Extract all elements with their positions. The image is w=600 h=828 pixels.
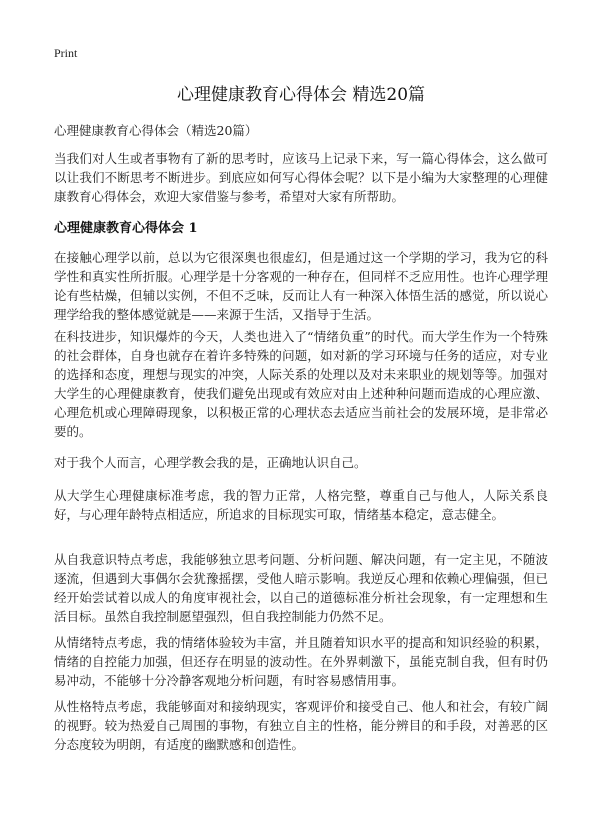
print-link[interactable]: Print [54,46,78,60]
body-paragraph: 从性格特点考虑，我能够面对和接纳现实，客观评价和接受自己、他人和社会，有较广阔的视野。较为热爱自己周围的事物，有独立自主的性格，能分辨目的和手段，对善恶的区分态度较为明朗，有适度的幽默感和创造性。 [54,699,548,752]
body-paragraph: 从大学生心理健康标准考虑，我的智力正常，人格完整，尊重自己与他人，人际关系良好，与心理年龄特点相适应，所追求的目标现实可取，情绪基本稳定，意志健全。 [54,488,548,522]
body-paragraph: 对于我个人而言，心理学教会我的是，正确地认识自己。 [54,455,367,470]
intro-paragraph: 当我们对人生或者事物有了新的思考时，应该马上记录下来，写一篇心得体会，这么做可以让我们不断思考不断进步。到底应如何写心得体会呢？以下是小编为大家整理的心理健康教育心得体会，欢迎大家借鉴与参考，希望对大家有所帮助。 [54,151,548,204]
body-paragraph: 在科技进步，知识爆炸的今天，人类也进入了“情绪负重”的时代。而大学生作为一个特殊的社会群体，自身也就存在着许多特殊的问题，如对新的学习环境与任务的适应，对专业的选择和态度，理想与现实的冲突，人际关系的处理以及对未来职业的规划等等。加强对大学生的心理健康教育，使我们避免出现或有效应对由上述种种问题而造成的心理应激、心理危机或心理障碍现象，以积极正常的心理状态去适应当前社会的发展环境，是非常必要的。 [54,329,548,439]
body-paragraph: 在接触心理学以前，总以为它很深奥也很虚幻，但是通过这一个学期的学习，我为它的科学性和真实性所折服。心理学是十分客观的一种存在，但同样不乏应用性。也许心理学理论有些枯燥，但辅以实例，不但不乏味，反而让人有一种深入体悟生活的感觉，所以说心理学给我的整体感觉就是——来源于生活，又指导于生活。 [54,250,548,322]
body-paragraph: 从情绪特点考虑，我的情绪体验较为丰富，并且随着知识水平的提高和知识经验的积累，情绪的自控能力加强，但还存在明显的波动性。在外界刺激下，虽能克制自我，但有时仍易冲动，不能够十分冷静客观地分析问题，有时容易感情用事。 [54,635,548,688]
body-paragraph: 从自我意识特点考虑，我能够独立思考问题、分析问题、解决问题，有一定主见，不随波逐流，但遇到大事偶尔会犹豫摇摆，受他人暗示影响。我逆反心理和依赖心理偏强，但已经开始尝试着以成人的角度审视社会，以自己的道德标准分析社会现象，有一定理想和生活目标。虽然自我控制愿望强烈，但自我控制能力仍然不足。 [54,552,548,624]
section-heading: 心理健康教育心得体会 1 [54,221,198,236]
document-subtitle: 心理健康教育心得体会（精选20篇） [54,123,258,138]
document-title: 心理健康教育心得体会 精选20篇 [176,85,426,105]
